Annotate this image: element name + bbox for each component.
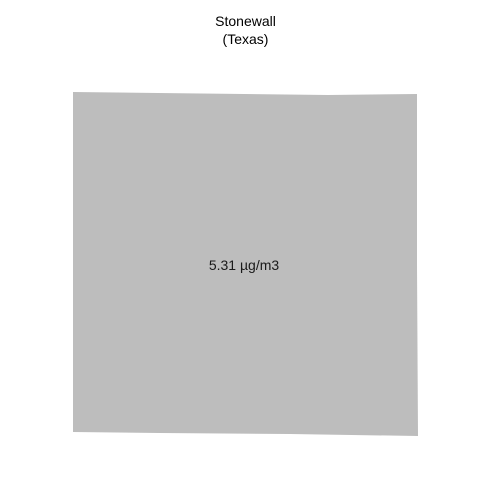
state-label: (Texas) — [222, 31, 269, 47]
county-name: Stonewall — [215, 13, 276, 29]
value-label: 5.31 µg/m3 — [208, 257, 280, 273]
